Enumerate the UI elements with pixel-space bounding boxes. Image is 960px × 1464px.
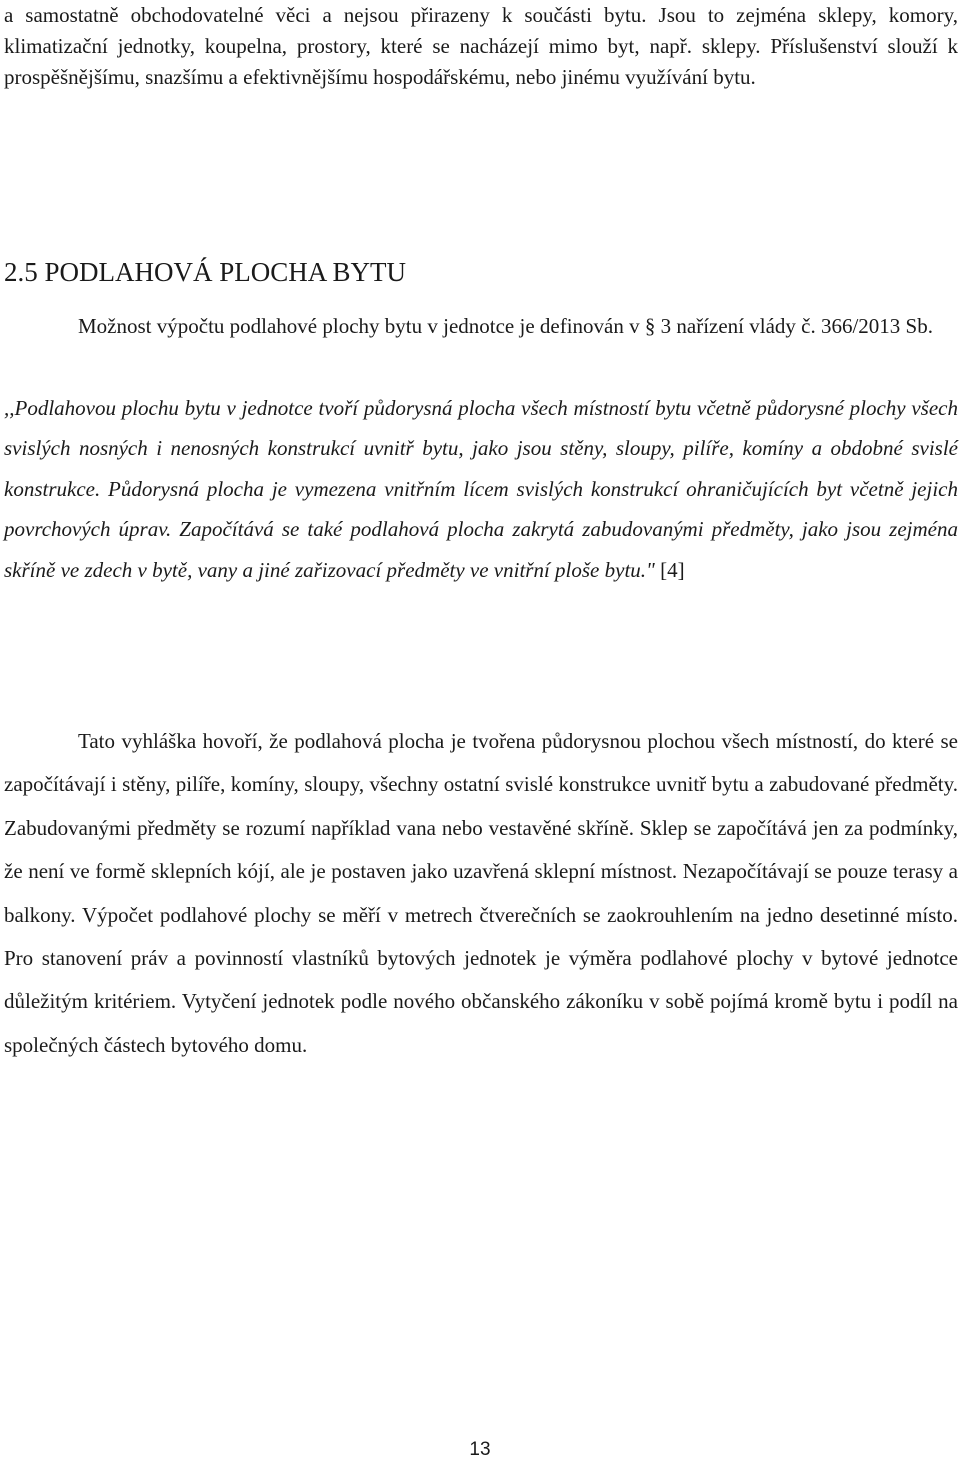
quotation-block xyxy=(4,388,958,590)
section-heading: 2.5 PODLAHOVÁ PLOCHA BYTU xyxy=(4,257,407,287)
paragraph-intro: Možnost výpočtu podlahové plochy bytu v jednotce je definován v § 3 nařízení vlády č. 366/2013 Sb. xyxy=(78,314,933,338)
page-number: 13 xyxy=(469,1439,491,1460)
quotation-text: ,,Podlahovou plochu bytu v jednotce tvoří půdorysná plocha všech místností bytu včetně půdorysné plochy všech svislých nosných i nenosných konstrukcí uvnitř bytu, jako jsou stěny, sloupy, pilíře, komíny a obdobné svislé konstrukce. Půdorysná plocha je vymezena vnitřním lícem svislých konstrukcí ohraničujících byt včetně jejich povrchových úprav. Započítává se také podlahová plocha zakrytá zabudovanými předměty, jako jsou zejména skříně ve zdech v bytě, vany a jiné zařizovací předměty ve vnitřní ploše bytu." xyxy=(4,396,958,582)
citation-reference: [4] xyxy=(660,557,685,582)
paragraph-body: Tato vyhláška hovoří, že podlahová plocha je tvořena půdorysnou plochou všech místností, do které se započítávají i stěny, pilíře, komíny, sloupy, všechny ostatní svislé konstrukce uvnitř bytu a zabudované předměty. Zabudovanými předměty se rozumí například vana nebo vestavěné skříně. Sklep se započítává jen za podmínky, že není ve formě sklepních kójí, ale je postaven jako uzavřená sklepní místnost. Nezapočítávají se pouze terasy a balkony. Výpočet podlahové plochy se měří v metrech čtverečních se zaokrouhlením na jedno desetinné místo. Pro stanovení práv a povinností vlastníků bytových jednotek je výměra podlahové plochy v bytové jednotce důležitým kritériem. Vytyčení jednotek podle nového občanského zákoníku v sobě pojímá kromě bytu i podíl na společných částech bytového domu. xyxy=(4,729,958,1057)
paragraph-accessories: a samostatně obchodovatelné věci a nejsou přirazeny k součásti bytu. Jsou to zejména sklepy, komory, klimatizační jednotky, koupelna, prostory, které se nacházejí mimo byt, např. sklepy. Příslušenství slouží k prospěšnějšímu, snazšímu a efektivnějšímu hospodářskému, nebo jinému využívání bytu. xyxy=(4,3,958,89)
